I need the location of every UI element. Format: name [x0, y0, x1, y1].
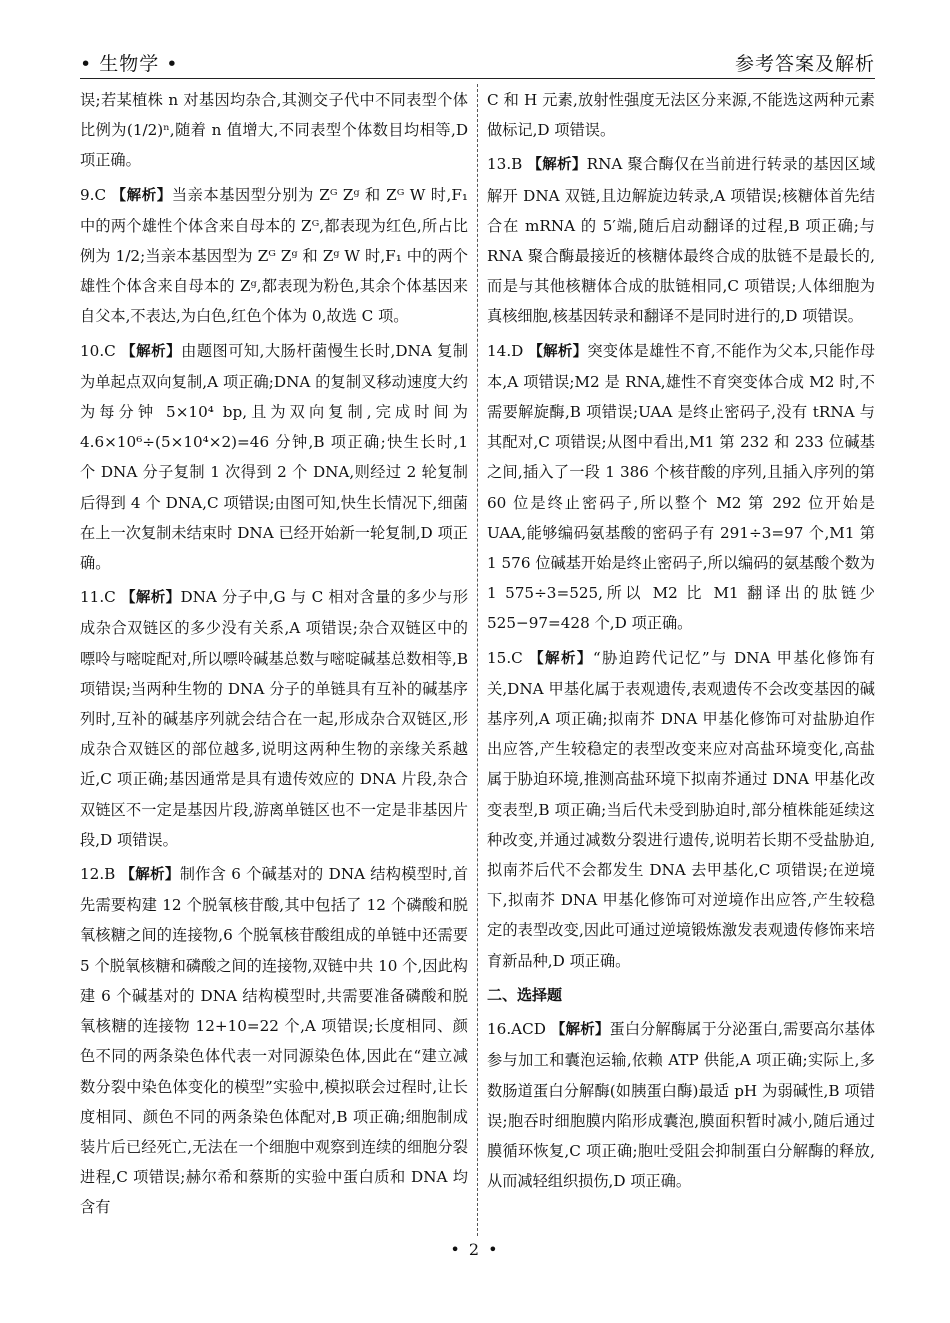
answer-entry [487, 149, 875, 331]
page-header [80, 52, 875, 76]
answer-text: 由题图可知,大肠杆菌慢生长时,DNA 复制为单起点双向复制,A 项正确;DNA 的复制叉移动速度大约为每分钟 5×10⁴ bp,且为双向复制,完成时间为 4.6×10⁶÷(5×10⁴×2)=46 分钟,B 项正确;快生长时,1 个 DNA 分子复制 1 次得到 2 个 DNA,则经过 2 轮复制后得到 4 个 DNA,C 项错误;由图可知,快生长情况下,细菌在上一次复制未结束时 DNA 已经开始新一轮复制,D 项正确。 [80, 341, 469, 573]
analysis-tag: 【解析】 [528, 343, 588, 360]
analysis-tag: 【解析】 [120, 590, 181, 607]
column-divider [477, 84, 478, 1236]
right-column [487, 84, 875, 1200]
answer-number: 16.ACD [487, 1020, 546, 1039]
answer-text: DNA 分子中,G 与 C 相对含量的多少与形成杂合双链区的多少没有关系,A 项错误;杂合双链区中的嘌呤与嘧啶配对,所以嘌呤碱基总数与嘧啶碱基总数相等,B 项错误;当两种生物的 DNA 分子的单链具有互补的碱基序列时,互补的碱基序列就会结合在一起,形成杂合双链区,形成杂合双链区的部位越多,说明这两种生物的亲缘关系越近,C 项正确;基因通常是具有遗传效应的 DNA 片段,杂合双链区不一定是基因片段,游离单链区也不一定是非基因片段,D 项错误。 [80, 588, 469, 849]
answer-text: 突变体是雄性不育,不能作为父本,只能作母本,A 项错误;M2 是 RNA,雄性不育突变体合成 M2 时,不需要解旋酶,B 项错误;UAA 是终止密码子,没有 tRNA 与其配对,C 项错误;从图中看出,M1 第 232 和 233 位碱基之间,插入了一段 1 386 个核苷酸的序列,且插入序列的第 60 位是终止密码子,所以整个 M2 第 292 位开始是 UAA,能够编码氨基酸的密码子有 291÷3=97 个,M1 第 1 576 位碱基开始是终止密码子,所以编码的氨基酸个数为 1 575÷3=525,所以 M2 比 M1 翻译出的肽链少 525−97=428 个,D 项正确。 [487, 341, 876, 633]
section-heading: 二、选择题 [487, 985, 563, 1004]
answer-text: 误;若某植株 n 对基因均杂合,其测交子代中不同表型个体比例为(1/2)ⁿ,随着 n 值增大,不同表型个体数目均相等,D 项正确。 [80, 91, 468, 170]
page-number: • 2 • [450, 1240, 500, 1259]
answer-entry [80, 582, 468, 855]
analysis-tag: 【解析】 [550, 1022, 610, 1039]
analysis-tag: 【解析】 [111, 187, 172, 204]
answer-number: 13.B [487, 155, 523, 174]
answer-entry [80, 85, 468, 176]
answer-text: C 和 H 元素,放射性强度无法区分来源,不能选这两种元素做标记,D 项错误。 [487, 91, 875, 140]
analysis-tag: 【解析】 [121, 343, 182, 360]
answer-entry [80, 859, 468, 1222]
answer-text: RNA 聚合酶仅在当前进行转录的基因区域解开 DNA 双链,且边解旋边转录,A 项错误;核糖体首先结合在 mRNA 的 5′端,随后启动翻译的过程,B 项正确;与 RNA 聚合酶最接近的核糖体最终合成的肽链不是最长的,而是与其他核糖体合成的肽链相同,C 项错误;人体细胞为真核细胞,核基因转录和翻译不是同时进行的,D 项错误。 [487, 155, 876, 326]
answer-entry [487, 85, 875, 145]
answer-entry [487, 336, 875, 639]
answer-text: 蛋白分解酶属于分泌蛋白,需要高尔基体参与加工和囊泡运输,依赖 ATP 供能,A 项正确;实际上,多数肠道蛋白分解酶(如胰蛋白酶)最适 pH 为弱碱性,B 项错误;胞吞时细胞膜内陷形成囊泡,膜面积暂时减小,随后通过膜循环恢复,C 项正确;胞吐受阻会抑制蛋白分解酶的释放,从而减轻组织损伤,D 项正确。 [487, 1020, 876, 1191]
answer-number: 10.C [80, 341, 116, 360]
answer-text: “胁迫跨代记忆”与 DNA 甲基化修饰有关,DNA 甲基化属于表观遗传,表观遗传不会改变基因的碱基序列,A 项正确;拟南芥 DNA 甲基化修饰可对盐胁迫作出应答,产生较稳定的表型改变来应对高盐环境变化,高盐属于胁迫环境,推测高盐环境下拟南芥通过 DNA 甲基化改变表型,B 项正确;当后代未受到胁迫时,部分植株能延续这种改变,并通过减数分裂进行遗传,说明若长期不受盐胁迫,拟南芥后代不会都发生 DNA 去甲基化,C 项错误;在逆境下,拟南芥 DNA 甲基化修饰可对逆境作出应答,产生较稳定的表型改变,因此可通过逆境锻炼激发表观遗传修饰来培育新品种,D 项正确。 [487, 648, 876, 970]
section-title: 参考答案及解析 [734, 53, 875, 75]
analysis-tag: 【解析】 [120, 867, 180, 884]
left-column [80, 84, 468, 1227]
analysis-tag: 【解析】 [529, 650, 593, 667]
answer-text: 当亲本基因型分别为 Zᴳ Zᵍ 和 Zᴳ W 时,F₁ 中的两个雄性个体含来自母本的 Zᴳ,都表现为红色,所占比例为 1/2;当亲本基因型为 Zᴳ Zᵍ 和 Zᵍ W 时,F₁ 中的两个雄性个体含来自母本的 Zᵍ,都表现为粉色,其余个体基因来自父本,不表达,为白色,红色个体为 0,故选 C 项。 [80, 185, 469, 326]
answer-entry [487, 643, 875, 976]
answer-number: 9.C [80, 185, 107, 204]
answer-number: 12.B [80, 865, 116, 884]
answer-entry [487, 1014, 875, 1196]
answer-entry [80, 180, 468, 332]
answer-entry [80, 336, 468, 579]
subject-label: • 生物学 • [80, 53, 179, 75]
answer-number: 15.C [487, 648, 523, 667]
answer-text: 制作含 6 个碱基对的 DNA 结构模型时,首先需要构建 12 个脱氧核苷酸,其中包括了 12 个磷酸和脱氧核糖之间的连接物,6 个脱氧核苷酸组成的单链中还需要 5 个脱氧核糖和磷酸之间的连接物,双链中共 10 个,因此构建 6 个碱基对的 DNA 结构模型时,共需要准备磷酸和脱氧核糖的连接物 12+10=22 个,A 项错误;长度相同、颜色不同的两条染色体代表一对同源染色体,因此在“建立减数分裂中染色体变化的模型”实验中,模拟联会过程时,让长度相同、颜色不同的两条染色体配对,B 项正确;细胞制成装片后已经死亡,无法在一个细胞中观察到连续的细胞分裂进程,C 项错误;赫尔希和蔡斯的实验中蛋白质和 DNA 均含有 [80, 865, 469, 1217]
analysis-tag: 【解析】 [527, 157, 587, 174]
header-rule [80, 78, 875, 79]
answer-number: 11.C [80, 588, 116, 607]
answer-number: 14.D [487, 341, 524, 360]
